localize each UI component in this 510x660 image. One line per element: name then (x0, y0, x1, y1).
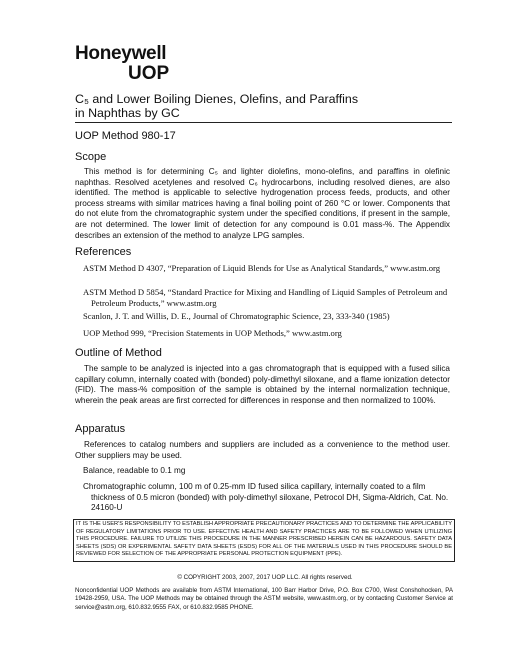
logo-honeywell: Honeywell (75, 43, 167, 64)
apparatus-item: Balance, readable to 0.1 mg (83, 466, 186, 475)
availability-footer: Nonconfidential UOP Methods are available from ASTM International, 100 Barr Harbor Drive, P.O. Box C700, West Conshohocken, PA 19428-2959, USA. The UOP Methods may be obtained through the ASTM website, www.astm.org, or by contacting Customer Service at service@astm.org, 610.832.9555 FAX, or 610.832.9585 PHONE. (75, 587, 453, 611)
reference-item: ASTM Method D 4307, “Preparation of Liquid Blends for Use as Analytical Standards,” www.astm.org (83, 263, 441, 273)
document-title (75, 92, 452, 123)
scope-text: This method is for determining C₅ and lighter diolefins, mono-olefins, and paraffins in olefinic naphthas. Resolved acetylenes and resolved C₆ hydrocarbons, including resolved dienes, are also identified. The method is applicable to selective hydrogenation process feeds, products, and other process streams with similar matrices having a final boiling point of 260 °C or lower. Components that do not elute from the chromatographic system under the specified conditions, if present in the sample, are not determined. The lower limit of detection for any compound is 0.01 mass-%. The Appendix describes an extension of the method to analyze LPG samples. (75, 167, 450, 240)
honeywell-uop-logo (75, 44, 169, 84)
logo-uop: UOP (128, 63, 170, 84)
outline-text: The sample to be analyzed is injected into a gas chromatograph that is equipped with a fused silica capillary column, internally coated with (bonded) poly-dimethyl siloxane, and a flame ionization detector (FID). The mass-% composition of the sample is obtained by the internal normalization technique, wherein the peak areas are first corrected for differences in response and then normalized to 100%. (75, 364, 450, 405)
safety-notice-box: IT IS THE USER'S RESPONSIBILITY TO ESTABLISH APPROPRIATE PRECAUTIONARY PRACTICES AND TO DETERMINE THE APPLICABILITY OF REGULATORY LIMITATIONS PRIOR TO USE. EFFECTIVE HEALTH AND SAFETY PRACTICES ARE TO BE FOLLOWED WHEN UTILIZING THIS PROCEDURE. FAILURE TO UTILIZE THIS PROCEDURE IN THE MANNER PRESCRIBED HEREIN CAN BE HAZARDOUS. SAFETY DATA SHEETS (SDS) OR EXPERIMENTAL SAFETY DATA SHEETS (ESDS) FOR ALL OF THE MATERIALS USED IN THIS PROCEDURE SHOULD BE REVIEWED FOR SELECTION OF THE APPROPRIATE PERSONAL PROTECTION EQUIPMENT (PPE). (73, 519, 455, 562)
reference-item: ASTM Method D 5854, “Standard Practice for Mixing and Handling of Liquid Samples of Petroleum and Petroleum Products,” www.astm.org (83, 287, 448, 308)
title-line-2: in Naphthas by GC (75, 106, 180, 120)
apparatus-heading: Apparatus (75, 423, 126, 435)
method-number: UOP Method 980-17 (75, 130, 176, 142)
references-heading: References (75, 246, 132, 258)
reference-item: Scanlon, J. T. and Willis, D. E., Journal of Chromatographic Science, 23, 333-340 (1985) (83, 311, 390, 321)
copyright-line: © COPYRIGHT 2003, 2007, 2017 UOP LLC. All rights reserved. (177, 574, 353, 581)
title-line-1: C₅ and Lower Boiling Dienes, Olefins, and Paraffins (75, 92, 359, 106)
reference-item: UOP Method 999, “Precision Statements in UOP Methods,” www.astm.org (83, 328, 342, 338)
outline-heading: Outline of Method (75, 347, 162, 359)
apparatus-intro: References to catalog numbers and suppliers are included as a convenience to the method user. Other suppliers may be used. (75, 440, 450, 460)
scope-heading: Scope (75, 151, 107, 163)
apparatus-item: Chromatographic column, 100 m of 0.25-mm ID fused silica capillary, internally coated to a film thickness of 0.5 micron (bonded) with poly-dimethyl siloxane, Petrocol DH, Sigma-Aldrich, Cat. No. 24160-U (83, 482, 449, 513)
